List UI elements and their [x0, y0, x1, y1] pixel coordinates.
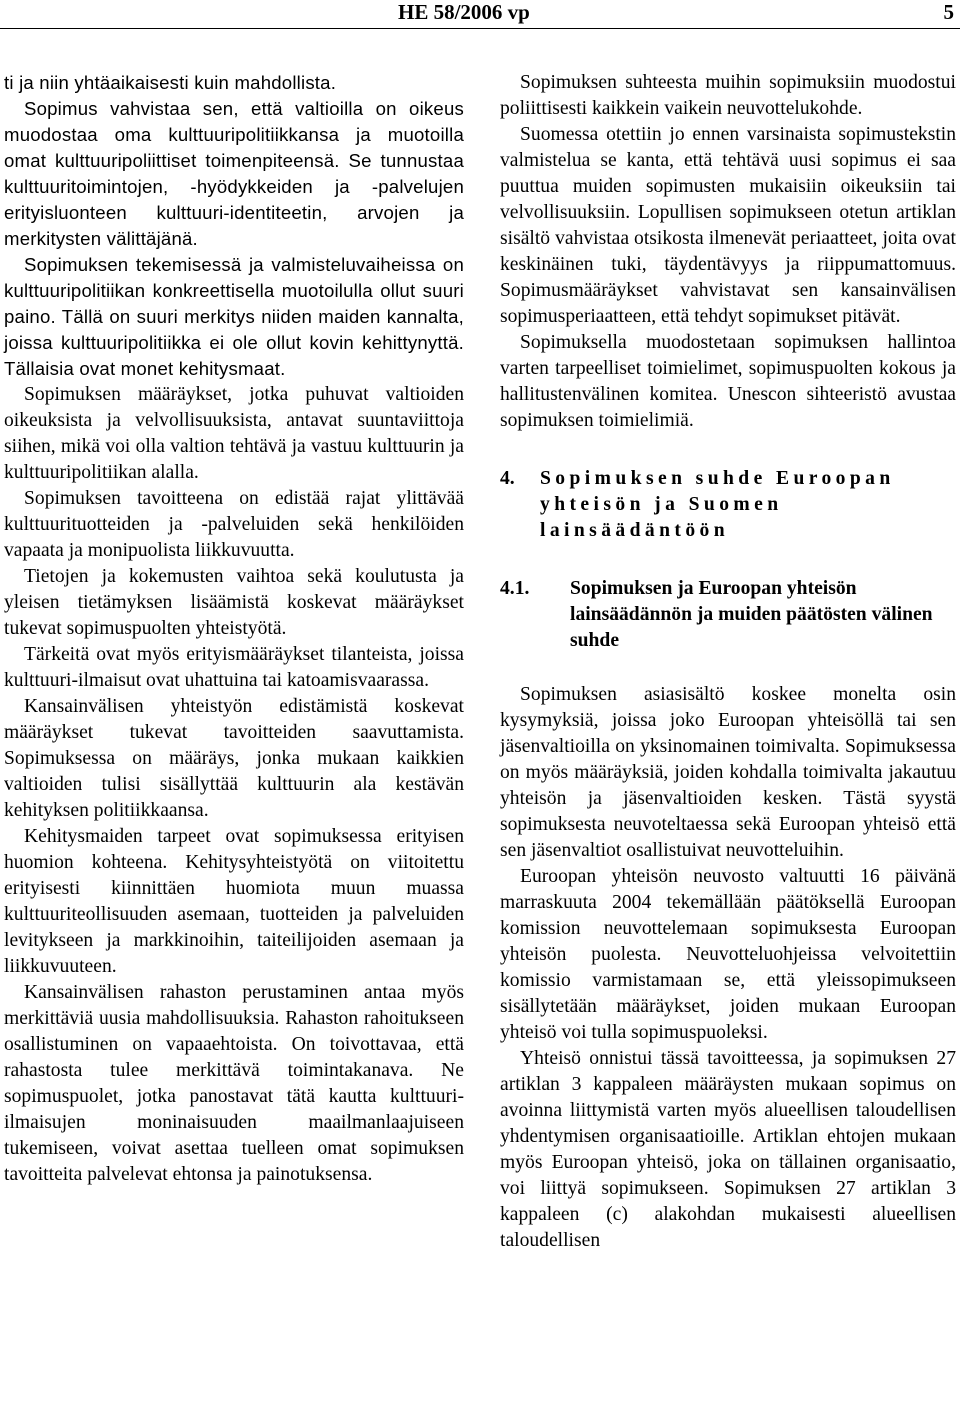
paragraph: Kansainvälisen rahaston perustaminen antaa myös merkittäviä uusia mahdollisuuksia. Rahaston rahoitukseen osallistuminen on vapaaehtoista. On toivottavaa, että rahastosta tulee merkittävä toimintakanava. Ne sopimuspuolet, jotka panostavat tätä kautta kulttuuri-ilmaisujen moninaisuuden maailmanlaajuiseen tukemiseen, voivat asettaa tuelleen omat sopimuksen tavoitteita palvelevat ehtonsa ja painotuksensa. — [4, 982, 464, 1185]
paragraph: Sopimuksen tekemisessä ja valmisteluvaiheissa on kulttuuripolitiikan konkreettisella muotoilulla ollut suuri paino. Tällä on suuri merkitys niiden maiden kannalta, joissa kulttuuripolitiikka ei ole ollut kovin kehittynyttä. Tällaisia ovat monet kehitysmaat. — [4, 254, 464, 379]
paragraph: Sopimuksella muodostetaan sopimuksen hallintoa varten tarpeelliset toimielimet, sopimuspuolten kokous ja hallitustenvälinen komitea. Unescon sihteeristö avustaa sopimuksen toimielimiä. — [500, 332, 956, 431]
spacer — [500, 654, 956, 682]
paragraph: Sopimuksen suhteesta muihin sopimuksiin muodostui poliittisesti kaikkein vaikein neuvottelukohde. — [500, 72, 956, 119]
right-column — [500, 70, 956, 1254]
paragraph: Sopimuksen asiasisältö koskee monelta osin kysymyksiä, joissa joko Euroopan yhteisöllä tai sen jäsenvaltioilla on yksinomainen toimivalta. Sopimuksessa on myös määräyksiä, joiden kohdalla toimivalta jakautuu yhteisön ja jäsenvaltioiden kesken. Tästä syystä sopimuksesta neuvoteltaessa sekä Euroopan yhteisö että sen jäsenvaltiot osallistuivat neuvotteluihin. — [500, 684, 956, 861]
paragraph: Sopimus vahvistaa sen, että valtioilla on oikeus muodostaa oma kulttuuripolitiikkansa ja muotoilla omat kulttuuripoliittiset toimenpiteensä. Se tunnustaa kulttuuritoimintojen, -hyödykkeiden ja -palvelujen erityisluonteen kulttuuri-identiteetin, arvojen ja merkitysten välittäjänä. — [4, 98, 464, 249]
section-heading — [500, 466, 956, 544]
paragraph: Yhteisö onnistui tässä tavoitteessa, ja sopimuksen 27 artiklan 3 kappaleen määräysten mukaan sopimus on avoinna liittymistä varten myös alueellisen taloudellisen yhdentymisen organisaatioille. Artiklan ehtojen mukaan myös Euroopan yhteisö, joka on tällainen organisaatio, voi liittyä sopimukseen. Sopimuksen 27 artiklan 3 kappaleen (c) alakohdan mukaisesti alueellisen taloudellisen — [500, 1048, 956, 1251]
paragraph: Tärkeitä ovat myös erityismääräykset tilanteista, joissa kulttuuri-ilmaisut ovat uhattuina tai katoamisvaarassa. — [4, 644, 464, 691]
paragraph: Suomessa otettiin jo ennen varsinaista sopimustekstin valmistelua se kanta, että tehtävä uusi sopimus ei saa puuttua muiden sopimusten mukaisiin oikeuksiin tai velvollisuuksiin. Lopullisen sopimukseen otetun artiklan sisältö vahvistaa otsikosta ilmenevät periaatteet, joita ovat keskinäinen tuki, täydentävyys ja riippumattomuus. Sopimusmääräykset vahvistavat sen kansainvälisen sopimusperiaatteen, että tehdyt sopimukset pitävät. — [500, 124, 956, 327]
left-column — [4, 70, 464, 1188]
paragraph: ti ja niin yhtäaikaisesti kuin mahdollista. — [4, 72, 337, 93]
paragraph: Kansainvälisen yhteistyön edistämistä koskevat määräykset tukevat tavoitteiden saavuttamista. Sopimuksessa on määräys, jonka mukaan kaikkien valtioiden tulisi sisällyttää kulttuurin ala kestävän kehityksen politiikkaansa. — [4, 696, 464, 821]
subsection-number: 4.1. — [500, 578, 530, 599]
subsection-heading — [500, 576, 956, 654]
paragraph: Sopimuksen tavoitteena on edistää rajat ylittävää kulttuurituotteiden ja -palveluiden sekä henkilöiden vapaata ja monipuolista liikkuvuutta. — [4, 488, 464, 561]
paragraph: Euroopan yhteisön neuvosto valtuutti 16 päivänä marraskuuta 2004 tekemällään päätöksellä Euroopan komission neuvottelemaan sopimuksesta Euroopan yhteisön puolesta. Neuvotteluohjeissa velvoitettiin komissio varmistamaan se, että yleissopimukseen sisällytetään määräykset, joiden mukaan Euroopan yhteisö voi tulla sopimuspuoleksi. — [500, 866, 956, 1043]
section-number: 4. — [500, 468, 515, 489]
header-rule — [0, 28, 960, 29]
page-header — [0, 0, 960, 30]
paragraph: Sopimuksen määräykset, jotka puhuvat valtioiden oikeuksista ja velvollisuuksista, antavat suuntaviittoja siihen, mikä voi olla valtion tehtävä ja vastuu kulttuurin ja kulttuuripolitiikan alalla. — [4, 384, 464, 483]
document-id: HE 58/2006 vp — [398, 0, 530, 24]
section-title: Sopimuksen suhde Euroopan yhteisön ja Suomen lainsäädäntöön — [540, 468, 895, 541]
page-number: 5 — [943, 0, 954, 24]
subsection-title: Sopimuksen ja Euroopan yhteisön lainsäädännön ja muiden päätösten välinen suhde — [570, 578, 933, 651]
paragraph: Kehitysmaiden tarpeet ovat sopimuksessa erityisen huomion kohteena. Kehitysyhteistyötä on viitoitettu erityisesti kiinnittäen huomiota muun muassa kulttuuriteollisuuden asemaan, tuotteiden ja palveluiden levitykseen ja markkinoihin, taiteilijoiden asemaan ja liikkuvuuteen. — [4, 826, 464, 977]
paragraph: Tietojen ja kokemusten vaihtoa sekä koulutusta ja yleisen tietämyksen lisäämistä koskevat määräykset tukevat sopimuspuolten yhteistyötä. — [4, 566, 464, 639]
